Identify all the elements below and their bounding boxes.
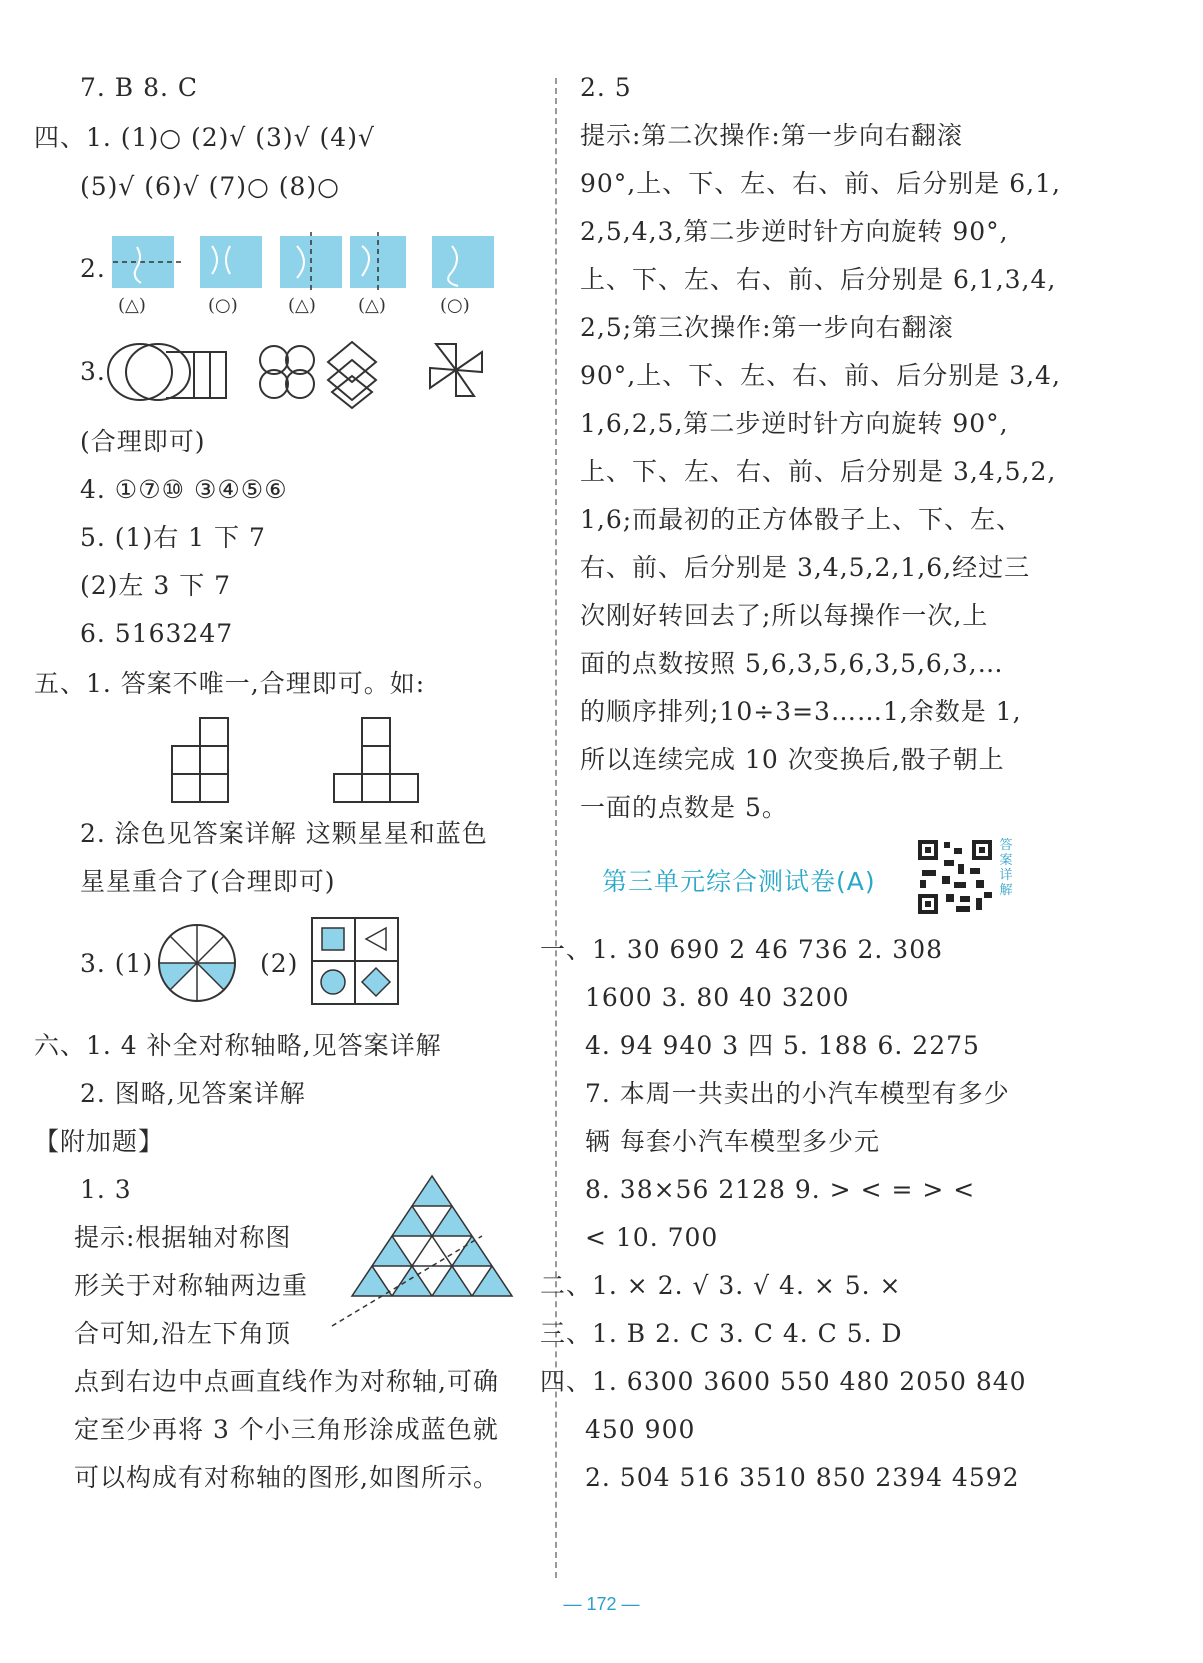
answer-line: 2. 5 (580, 73, 632, 102)
left-margin-strip (0, 70, 18, 1570)
symbol-tag: (○) (208, 295, 238, 316)
answer-line: 三、1. B 2. C 3. C 4. C 5. D (540, 1319, 903, 1348)
hint-line: 1,6,2,5,第二步逆时针方向旋转 90°, (580, 409, 1009, 438)
column-divider (555, 78, 557, 1578)
symbol-tag: (△) (118, 295, 146, 316)
hint-line: 右、前、后分别是 3,4,5,2,1,6,经过三 (580, 553, 1031, 582)
hint-line: 90°,上、下、左、右、前、后分别是 6,1, (580, 169, 1061, 198)
section-title: 第三单元综合测试卷(A) (602, 867, 876, 896)
answer-line: 二、1. × 2. √ 3. √ 4. × 5. × (540, 1271, 902, 1300)
answer-line: 6. 5163247 (80, 619, 234, 648)
answer-line: 2. 504 516 3510 850 2394 4592 (585, 1463, 1020, 1492)
hint-line: 合可知,沿左下角顶 (74, 1319, 291, 1348)
qr-code-icon[interactable] (916, 838, 994, 916)
answer-line: (2)左 3 下 7 (80, 571, 232, 600)
answer-line: 5. (1)右 1 下 7 (80, 523, 266, 552)
answer-line: 2. 图略,见答案详解 (80, 1079, 306, 1108)
hint-line: 面的点数按照 5,6,3,5,6,3,5,6,3,… (580, 649, 1004, 678)
answer-line: (2) (260, 949, 299, 978)
hint-line: 定至少再将 3 个小三角形涂成蓝色就 (74, 1415, 499, 1444)
image-box-5 (432, 236, 494, 288)
symbol-tag: (○) (440, 295, 470, 316)
qr-label: 答案详解 (999, 838, 1013, 898)
answer-line: 六、1. 4 补全对称轴略,见答案详解 (34, 1031, 442, 1060)
triangle-figure (330, 1172, 520, 1342)
answer-line: 星星重合了(合理即可) (80, 867, 336, 896)
question-number: 2. (80, 254, 106, 283)
answer-line: (5)√ (6)√ (7)○ (8)○ (80, 172, 340, 201)
answer-line: 五、1. 答案不唯一,合理即可。如: (34, 669, 426, 698)
answer-line: 8. 38×56 2128 9. > < = > < (585, 1175, 976, 1204)
answer-line: (合理即可) (80, 427, 206, 456)
answer-line: 四、1. 6300 3600 550 480 2050 840 (540, 1367, 1027, 1396)
answer-line: 450 900 (585, 1415, 696, 1444)
pattern-drawings (106, 330, 506, 420)
answer-line: 四、1. (1)○ (2)√ (3)√ (4)√ (34, 123, 375, 152)
answer-line: 1600 3. 80 40 3200 (585, 983, 850, 1012)
symbol-tag: (△) (288, 295, 316, 316)
hint-line: 上、下、左、右、前、后分别是 6,1,3,4, (580, 265, 1057, 294)
image-box-2 (200, 236, 262, 288)
hint-line: 1,6;而最初的正方体骰子上、下、左、 (580, 505, 1023, 534)
hint-line: 90°,上、下、左、右、前、后分别是 3,4, (580, 361, 1061, 390)
page-number: — 172 — (563, 1594, 640, 1614)
cube-net-drawings (170, 716, 430, 806)
hint-line: 2,5;第三次操作:第一步向右翻滚 (580, 313, 954, 342)
symbol-tag: (△) (358, 295, 386, 316)
hint-line: 2,5,4,3,第二步逆时针方向旋转 90°, (580, 217, 1009, 246)
hint-line: 次刚好转回去了;所以每操作一次,上 (580, 601, 989, 630)
hint-line: 一面的点数是 5。 (580, 793, 788, 822)
answer-line: 4. 94 940 3 四 5. 188 6. 2275 (585, 1031, 980, 1060)
answer-line: 辆 每套小汽车模型多少元 (585, 1127, 880, 1156)
hint-line: 可以构成有对称轴的图形,如图所示。 (74, 1463, 499, 1492)
answer-line: 7. 本周一共卖出的小汽车模型有多少 (585, 1079, 1010, 1108)
hint-line: 形关于对称轴两边重 (74, 1271, 309, 1300)
hint-line: 的顺序排列;10÷3=3……1,余数是 1, (580, 697, 1022, 726)
answer-line: 4. ①⑦⑩ ③④⑤⑥ (80, 475, 288, 504)
shape-grid (310, 916, 402, 1008)
answer-line: 2. 涂色见答案详解 这颗星星和蓝色 (80, 819, 488, 848)
hint-line: 上、下、左、右、前、后分别是 3,4,5,2, (580, 457, 1057, 486)
section-label: 【附加题】 (34, 1127, 165, 1156)
answer-line: 一、1. 30 690 2 46 736 2. 308 (540, 935, 944, 964)
answer-line: 3. (1) (80, 949, 154, 978)
answer-line: 1. 3 (80, 1175, 132, 1204)
hint-line: 提示:根据轴对称图 (74, 1223, 292, 1252)
answer-line: 7. B 8. C (80, 73, 199, 102)
symmetry-images (112, 232, 512, 290)
hint-line: 所以连续完成 10 次变换后,骰子朝上 (580, 745, 1005, 774)
hint-line: 提示:第二次操作:第一步向右翻滚 (580, 121, 963, 150)
answer-line: < 10. 700 (585, 1223, 719, 1252)
shaded-circle (152, 918, 242, 1008)
hint-line: 点到右边中点画直线作为对称轴,可确 (74, 1367, 499, 1396)
question-number: 3. (80, 357, 106, 386)
